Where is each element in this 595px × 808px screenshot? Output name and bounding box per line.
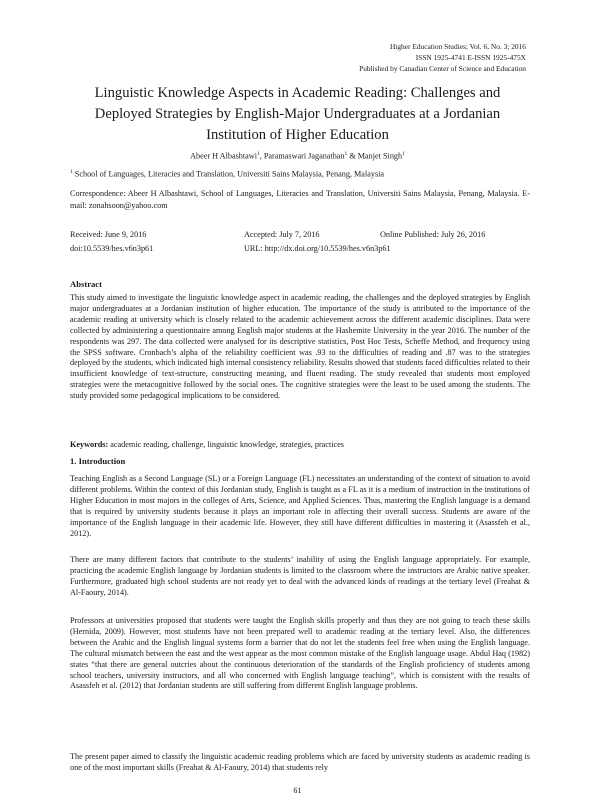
author-separator: , [259,151,264,161]
body-paragraph: The present paper aimed to classify the linguistic academic reading problems which are faced by university students as academic reading is one of the most important skills (Freahat & Al-Faoury, 2014) that students rely [70,752,530,772]
author-name: Abeer H Albashtawi [190,151,257,161]
keywords-text: academic reading, challenge, linguistic knowledge, strategies, practices [108,440,344,449]
section-heading: 1. Introduction [70,456,126,466]
affiliation-text: School of Languages, Literacies and Translation, Universiti Sains Malaysia, Penang, Malaysia [74,169,385,179]
publisher-line: Published by Canadian Center of Science and Education [359,64,526,73]
doi: doi:10.5539/hes.v6n3p61 [70,244,154,253]
affiliation-mark: 1 [70,169,73,175]
journal-line: Higher Education Studies; Vol. 6, No. 3; 2016 [389,42,526,51]
issn-line: ISSN 1925-4741 E-ISSN 1925-475X [415,53,526,62]
publication-dates [70,228,530,256]
author-affiliation-mark: 1 [402,151,405,157]
keywords [70,440,530,449]
accepted-date: Accepted: July 7, 2016 [244,230,320,239]
abstract-heading: Abstract [70,279,102,289]
online-date: Online Published: July 26, 2016 [380,230,486,239]
keywords-label: Keywords: [70,440,109,449]
article-title: Linguistic Knowledge Aspects in Academic Reading: Challenges and Deployed Strategies by English-Major Undergraduates at a Jordanian Institution of Higher Education [94,85,501,143]
page-number: 61 [293,786,302,795]
journal-header [359,41,526,74]
body-paragraph: Professors at universities proposed that students were taught the English skills properly and thus they are not going to teach these skills (Hernida, 2009). However, most students have not been prepared well to academic reading at the tertiary level. Also, the differences between the Arabic and the English lingual systems form a barrier that do not let the students feel free when using the English language. The cultural mismatch between the east and the west appear as the most common mistake of the English language usage. Abdul Haq (1982) states “that there are general outcries about the continuous deterioration of the standards of the English proficiency of students among school teachers, university instructors, and all who concerned with English language teaching”, which is consistent with the results of Asassfeh et al. (2012) that Jordanian students are still suffering from different English language problems. [70,616,530,691]
dates-row [70,228,530,242]
correspondence: Correspondence: Abeer H Albashtawi, School of Languages, Literacies and Translation, Universiti Sains Malaysia, Penang, Malaysia. E-mail: zonahsoon@yahoo.com [70,189,530,210]
author-list [70,151,525,161]
author-name: Paramaswari Jaganathan [263,151,345,161]
received-date: Received: June 9, 2016 [70,230,147,239]
body-paragraph: Teaching English as a Second Language (SL) or a Foreign Language (FL) necessitates an understanding of the context of situation to avoid different problems. Within the context of this Jordanian study, English is taught as a FL as it is a medium of instruction in the institutions of Higher Education in most majors in the colleges of Arts, Science, and Applied Sciences. Thus, mastering the English language is a demand that is required by university students because it plays an important role in affecting their overall success. Students are aware of the importance of the English language in their academic life. However, they still have different difficulties in mastering it (Asassfeh et al., 2012). [70,474,530,538]
identifiers-row [70,242,530,256]
affiliation [70,169,530,179]
author-separator: & [347,151,358,161]
author-affiliation-mark: 1 [256,151,260,157]
abstract-text: This study aimed to investigate the linguistic knowledge aspect in academic reading, the challenges and the deployed strategies by English major undergraduates at a Jordanian institution of higher education. The importance of the study is attributed to the importance of the academic reading at university which is closely related to the academic achievement across the different academic disciplines. Data were collected by administering a questionnaire among English major students at the Hashemite University in the year 2016. The number of the respondents was 297. The data collected were analysed for its descriptive statistics, Post Hoc Tests, Scheffe Method, and frequency using the SPSS software. Cronbach’s alpha of the reliability coefficient was .93 to the difficulties of reading and .87 was to the strategies deployed by the students, which indicated high internal consistency reliability. Results showed that students faced difficulties related to their insufficient knowledge of text-structure, constructing meaning, and fluent reading. The study revealed that students most employed strategies were the metacognitive followed by the social ones. The cognitive strategies were the least to be used among the students. The study provided some pedagogical implications to be considered. [70,293,530,401]
body-paragraph: There are many different factors that contribute to the students’ inability of using the English language appropriately. For example, practicing the academic English language by Jordanian students is limited to the classroom where the instructors are Arabic native speaker. Furthermore, graduated high school students are not ready yet to deal with the advanced kinds of readings at the tertiary level (Freahat & Al-Faoury, 2014). [70,555,530,597]
author-affiliation-mark: 1 [344,151,348,157]
author-name: Manjet Singh [357,151,403,161]
article-url: URL: http://dx.doi.org/10.5539/hes.v6n3p61 [244,244,391,253]
